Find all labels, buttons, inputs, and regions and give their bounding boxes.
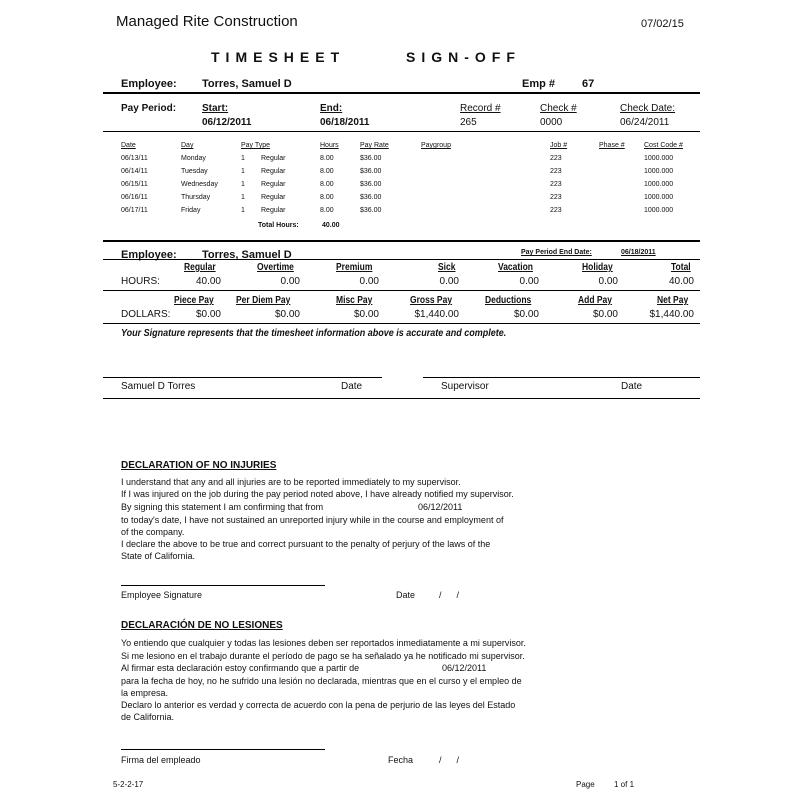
hours-h-premium: Premium [336, 262, 373, 273]
hours-v-holiday: 0.00 [598, 276, 618, 287]
row-job: 223 [550, 207, 562, 214]
row-rate: $36.00 [360, 207, 382, 214]
row-hours: 8.00 [320, 207, 334, 214]
col-day: Day [181, 142, 194, 149]
declaration-en-line-6: I declare the above to be true and correct pursuant to the penalty of perjury of the laws of the [121, 539, 491, 549]
record-label: Record # [460, 103, 501, 114]
dollars-v-deductions: $0.00 [513, 309, 539, 320]
pay-period-label: Pay Period: [121, 103, 177, 114]
total-hours: 40.00 [322, 222, 340, 229]
row-cost-code: 1000.000 [644, 207, 674, 214]
rule-hours [103, 290, 700, 291]
row-day: Friday [181, 207, 201, 214]
supervisor-sig-line[interactable] [423, 377, 700, 378]
start-date: 06/12/2011 [202, 117, 252, 128]
ppe-label: Pay Period End Date: [521, 249, 592, 256]
attestation-text: Your Signature represents that the timesheet information above is accurate and complete. [121, 328, 507, 339]
col-cost-code: Cost Code # [644, 142, 683, 149]
hours-v-sick: 0.00 [439, 276, 459, 287]
declaration-es-line-6: Declaro lo anterior es verdad y correcta de acuerdo con la pena de perjurio de las leyes del Estado [121, 700, 516, 710]
rule-employee [103, 92, 700, 94]
footer-page-label: Page [576, 780, 595, 789]
title-timesheet: TIMESHEET [211, 49, 346, 65]
hours-h-overtime: Overtime [256, 262, 294, 273]
row-pay-type-name: Regular [261, 168, 286, 175]
row-cost-code: 1000.000 [644, 168, 674, 175]
declaration-en-line-7: State of California. [121, 551, 196, 561]
dollars-v-piece: $0.00 [195, 309, 221, 320]
col-phase: Phase # [599, 142, 625, 149]
es-date-label: Fecha [388, 755, 414, 765]
check-no: 0000 [540, 117, 563, 128]
row-pay-type-name: Regular [261, 155, 286, 162]
declaration-es-heading: DECLARACIÓN DE NO LESIONES [121, 620, 283, 631]
declaration-es-date: 06/12/2011 [442, 663, 487, 673]
footer-page-value: 1 of 1 [614, 780, 635, 789]
sig-date-2: Date [621, 381, 643, 392]
hours-h-sick: Sick [438, 262, 456, 273]
dollars-v-misc: $0.00 [353, 309, 379, 320]
emp-no: 67 [582, 78, 595, 90]
rule-signatures [103, 398, 700, 399]
row-pay-type-name: Regular [261, 194, 286, 201]
print-date: 07/02/15 [641, 18, 684, 30]
total-hours-label: Total Hours: [258, 222, 299, 229]
row-pay-type-num: 1 [241, 168, 245, 175]
hours-h-vacation: Vacation [497, 262, 533, 273]
record-no: 265 [460, 117, 477, 128]
row-pay-type-num: 1 [241, 194, 245, 201]
rule-dollars [103, 323, 700, 324]
dollars-label: DOLLARS: [121, 309, 171, 320]
en-date-field[interactable]: / / [439, 590, 460, 600]
dollars-h-add: Add Pay [577, 295, 612, 306]
declaration-en-line-1: I understand that any and all injuries are to be reported immediately to my supervisor. [121, 477, 461, 487]
dollars-h-gross: Gross Pay [409, 295, 452, 306]
row-date: 06/17/11 [121, 207, 148, 214]
row-rate: $36.00 [360, 194, 382, 201]
row-hours: 8.00 [320, 168, 334, 175]
employee-name: Torres, Samuel D [202, 78, 292, 90]
employee-signature-line[interactable] [121, 585, 325, 586]
sig-employee-name: Samuel D Torres [121, 381, 196, 392]
row-date: 06/15/11 [121, 181, 148, 188]
declaration-es-line-2: Si me lesiono en el trabajo durante el período de pago se ha señalado ya he notificado mi supervisor. [121, 651, 525, 661]
summary-employee-label: Employee: [121, 249, 177, 261]
declaration-en-heading: DECLARATION OF NO INJURIES [121, 460, 277, 471]
row-day: Wednesday [181, 181, 218, 188]
dollars-h-piece: Piece Pay [174, 295, 214, 306]
col-job: Job # [550, 142, 568, 149]
col-pay-type: Pay Type [241, 142, 271, 149]
check-date-label: Check Date: [620, 103, 676, 114]
dollars-h-deductions: Deductions [484, 295, 531, 306]
row-day: Thursday [181, 194, 211, 201]
row-job: 223 [550, 168, 562, 175]
row-cost-code: 1000.000 [644, 155, 674, 162]
row-date: 06/13/11 [121, 155, 148, 162]
dollars-v-gross: $1,440.00 [414, 309, 459, 320]
row-pay-type-name: Regular [261, 181, 286, 188]
row-job: 223 [550, 194, 562, 201]
hours-v-vacation: 0.00 [519, 276, 539, 287]
row-pay-type-name: Regular [261, 207, 286, 214]
row-day: Tuesday [181, 168, 208, 175]
row-job: 223 [550, 181, 562, 188]
declaration-en-line-4: to today's date, I have not sustained an unreported injury while in the course and employment of [121, 515, 504, 525]
col-pay-rate: Pay Rate [360, 142, 389, 149]
declaration-en-line-5: of the company. [121, 527, 185, 537]
hours-h-regular: Regular [183, 262, 216, 273]
hours-label: HOURS: [121, 276, 160, 287]
declaration-en-line-3: By signing this statement I am confirming that from [121, 502, 324, 512]
row-pay-type-num: 1 [241, 181, 245, 188]
declaration-en-date: 06/12/2011 [418, 502, 463, 512]
company-name: Managed Rite Construction [116, 13, 298, 30]
row-day: Monday [181, 155, 206, 162]
row-date: 06/16/11 [121, 194, 148, 201]
end-date: 06/18/2011 [320, 117, 370, 128]
declaration-es-line-4: para la fecha de hoy, no he sufrido una lesión no declarada, mientras que en el curso y el empleo de [121, 676, 522, 686]
employee-label: Employee: [121, 78, 177, 90]
row-job: 223 [550, 155, 562, 162]
rule-period [103, 131, 700, 132]
check-date: 06/24/2011 [620, 117, 670, 128]
firma-line[interactable] [121, 749, 325, 750]
declaration-es-line-1: Yo entiendo que cualquier y todas las lesiones deben ser reportados inmediatamente a mi supervisor. [121, 638, 526, 648]
row-hours: 8.00 [320, 194, 334, 201]
hours-v-premium: 0.00 [359, 276, 379, 287]
dollars-v-add: $0.00 [592, 309, 618, 320]
rule-summary [103, 259, 700, 260]
es-date-field[interactable]: / / [439, 755, 460, 765]
hours-v-regular: 40.00 [195, 276, 221, 287]
footer-code: 5-2-2-17 [113, 780, 144, 789]
declaration-es-line-5: la empresa. [121, 688, 169, 698]
firma-label: Firma del empleado [121, 755, 201, 765]
hours-v-total: 40.00 [668, 276, 694, 287]
emp-no-label: Emp # [522, 78, 556, 90]
employee-sig-line[interactable] [103, 377, 382, 378]
dollars-v-net: $1,440.00 [649, 309, 694, 320]
col-hours: Hours [320, 142, 339, 149]
sig-date-1: Date [341, 381, 363, 392]
ppe-date: 06/18/2011 [621, 249, 656, 256]
title-signoff: SIGN-OFF [406, 49, 521, 65]
en-date-label: Date [396, 590, 416, 600]
hours-h-holiday: Holiday [581, 262, 613, 273]
row-hours: 8.00 [320, 155, 334, 162]
row-cost-code: 1000.000 [644, 181, 674, 188]
end-label: End: [320, 103, 343, 114]
employee-signature-label: Employee Signature [121, 590, 203, 600]
dollars-h-per-diem: Per Diem Pay [236, 295, 291, 306]
col-paygroup: Paygroup [421, 142, 451, 149]
sig-supervisor: Supervisor [441, 381, 489, 392]
dollars-h-net: Net Pay [657, 295, 689, 306]
hours-v-overtime: 0.00 [280, 276, 300, 287]
check-label: Check # [540, 103, 577, 114]
start-label: Start: [202, 103, 229, 114]
row-pay-type-num: 1 [241, 207, 245, 214]
dollars-h-misc: Misc Pay [336, 295, 373, 306]
row-cost-code: 1000.000 [644, 194, 674, 201]
row-date: 06/14/11 [121, 168, 148, 175]
summary-employee-name: Torres, Samuel D [202, 249, 292, 261]
declaration-es-line-7: de California. [121, 712, 175, 722]
declaration-es-line-3: Al firmar esta declaración estoy confirmando que a partir de [121, 663, 360, 673]
row-rate: $36.00 [360, 168, 382, 175]
dollars-v-per-diem: $0.00 [274, 309, 300, 320]
row-rate: $36.00 [360, 155, 382, 162]
rule-detail [103, 240, 700, 242]
row-rate: $36.00 [360, 181, 382, 188]
row-pay-type-num: 1 [241, 155, 245, 162]
hours-h-total: Total [670, 262, 691, 273]
declaration-en-line-2: If I was injured on the job during the pay period noted above, I have already notified my supervisor. [121, 489, 514, 499]
col-date: Date [121, 142, 136, 149]
row-hours: 8.00 [320, 181, 334, 188]
